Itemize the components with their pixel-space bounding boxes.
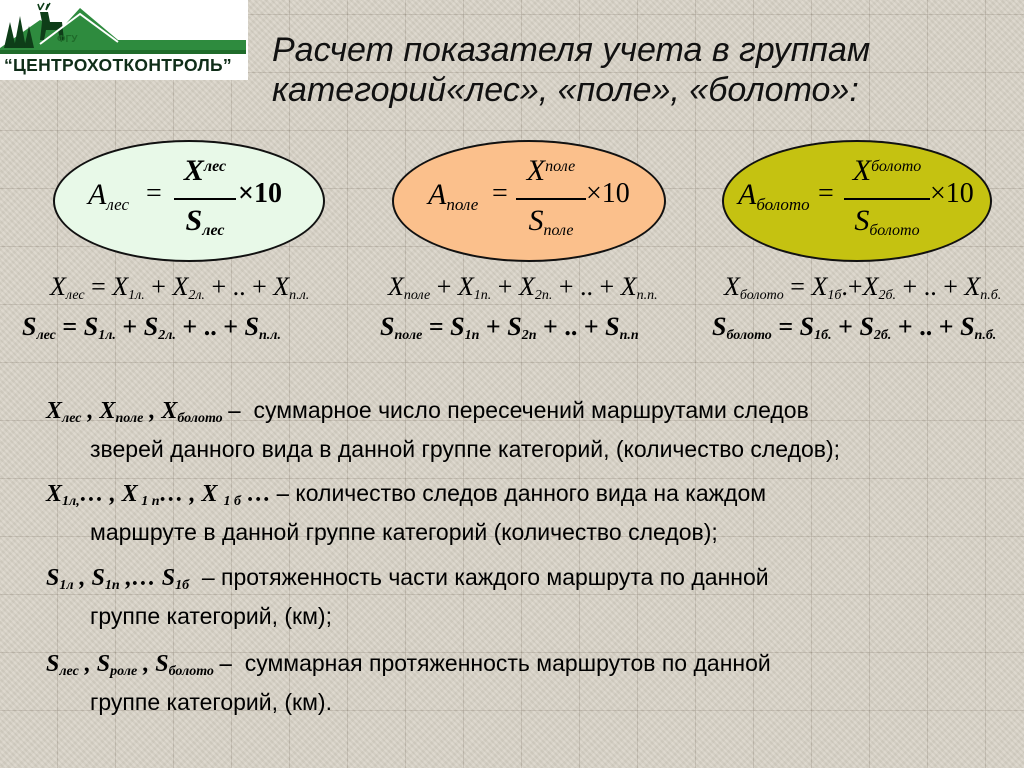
sum-x-pole: $X_{поле} + X_{1п.} + X_{2п.}$ + .. + $X_{п.п.}$: [388, 272, 658, 303]
definition-text: количество следов данного вида на каждом: [295, 480, 767, 506]
sum-s-boloto: $S_{болото} = S_{1б.} + S_{2б.}$ + .. + $S_{п.б.}$: [712, 312, 997, 343]
definition-s-totals: [46, 648, 1006, 717]
formula-boloto-a: A: [738, 178, 757, 211]
definition-x-routes: [46, 478, 1006, 547]
definition-symbol: $S_{лес}$ , $S_{роле}$ , $S_{болото}$ –: [46, 651, 232, 679]
formula-boloto-s-sub: болото: [869, 222, 920, 239]
formula-pole-s: S: [528, 204, 544, 237]
formula-les-s: S: [185, 204, 203, 237]
formula-les-x-sub: лес: [203, 158, 227, 175]
formula-les-a: A: [88, 178, 107, 211]
definition-text: – протяженность части каждого маршрута по данной: [201, 564, 769, 590]
formula-boloto-a-sub: болото: [756, 195, 810, 214]
title-line-2: категорий«лес», «поле», «болото»:: [272, 71, 859, 109]
sum-s-pole: $S_{поле} = S_{1п} + S_{2п}$ + .. + $S_{п.п}$: [380, 312, 639, 343]
formula-pole: $A_{поле}$ = $X^{поле}$ $S_{поле}$ ×10: [428, 154, 630, 239]
formula-les-factor: ×10: [238, 178, 282, 209]
formula-les: $A_{лес}$ = $X^{лес}$ $S_{лес}$ ×10: [88, 154, 282, 239]
definition-symbol: $X_{1л,}\dots$ , X $_{1 п}$… , X $_{1 б}$ … –: [46, 481, 290, 509]
formula-pole-x: X: [526, 154, 546, 187]
definition-x-totals: [46, 395, 1006, 464]
logo-name: “ЦЕНТРОХОТКОНТРОЛЬ”: [4, 55, 232, 75]
sum-x-les: $X_{лес} = X_{1л.} + X_{2л.}$ + .. + $X_{п.л.}$: [50, 272, 310, 303]
definition-symbol: $S_{1л}$ , $S_{1п}$ ,… $S_{1б}$: [46, 565, 190, 593]
page-title: [272, 30, 992, 110]
formula-pole-a: A: [428, 178, 447, 211]
formula-boloto: $A_{болото}$ = $X^{болото}$ $S_{болото}$ ×10: [738, 154, 974, 239]
formula-boloto-s: S: [854, 204, 870, 237]
definition-text-cont: группе категорий, (км);: [90, 603, 332, 629]
definition-s-routes: [46, 562, 1006, 631]
formula-les-a-sub: лес: [106, 195, 130, 214]
formula-boloto-x-sub: болото: [871, 158, 922, 175]
formula-pole-x-sub: поле: [545, 158, 576, 175]
sum-x-boloto: $X_{болото} = X_{1б}.+X_{2б.}$ + .. + $X_{п.б.}$: [724, 272, 1002, 303]
sum-s-les: $S_{лес} = S_{1л.} + S_{2л.}$ + .. + $S_{п.л.}$: [22, 312, 281, 343]
definition-symbol: $X_{лес}$ , $X_{поле}$ , $X_{болото}$ –: [46, 398, 241, 426]
title-line-1: Расчет показателя учета в группам: [272, 31, 871, 69]
definition-text: суммарное число пересечений маршрутами следов: [253, 397, 809, 423]
formula-pole-factor: ×10: [586, 178, 630, 209]
formula-les-x: X: [183, 154, 204, 187]
formula-pole-s-sub: поле: [543, 222, 574, 239]
definition-text: суммарная протяженность маршрутов по данной: [244, 650, 771, 676]
formula-boloto-factor: ×10: [930, 178, 974, 209]
definition-text-cont: зверей данного вида в данной группе категорий, (количество следов);: [90, 436, 841, 462]
logo-org-label: ФГУ: [57, 34, 78, 45]
formula-les-s-sub: лес: [202, 222, 225, 239]
formula-pole-a-sub: поле: [446, 195, 479, 214]
definition-text-cont: группе категорий, (км).: [90, 689, 332, 715]
definition-text-cont: маршруте в данной группе категорий (количество следов);: [90, 519, 718, 545]
logo: [0, 0, 248, 80]
formula-boloto-x: X: [852, 154, 872, 187]
